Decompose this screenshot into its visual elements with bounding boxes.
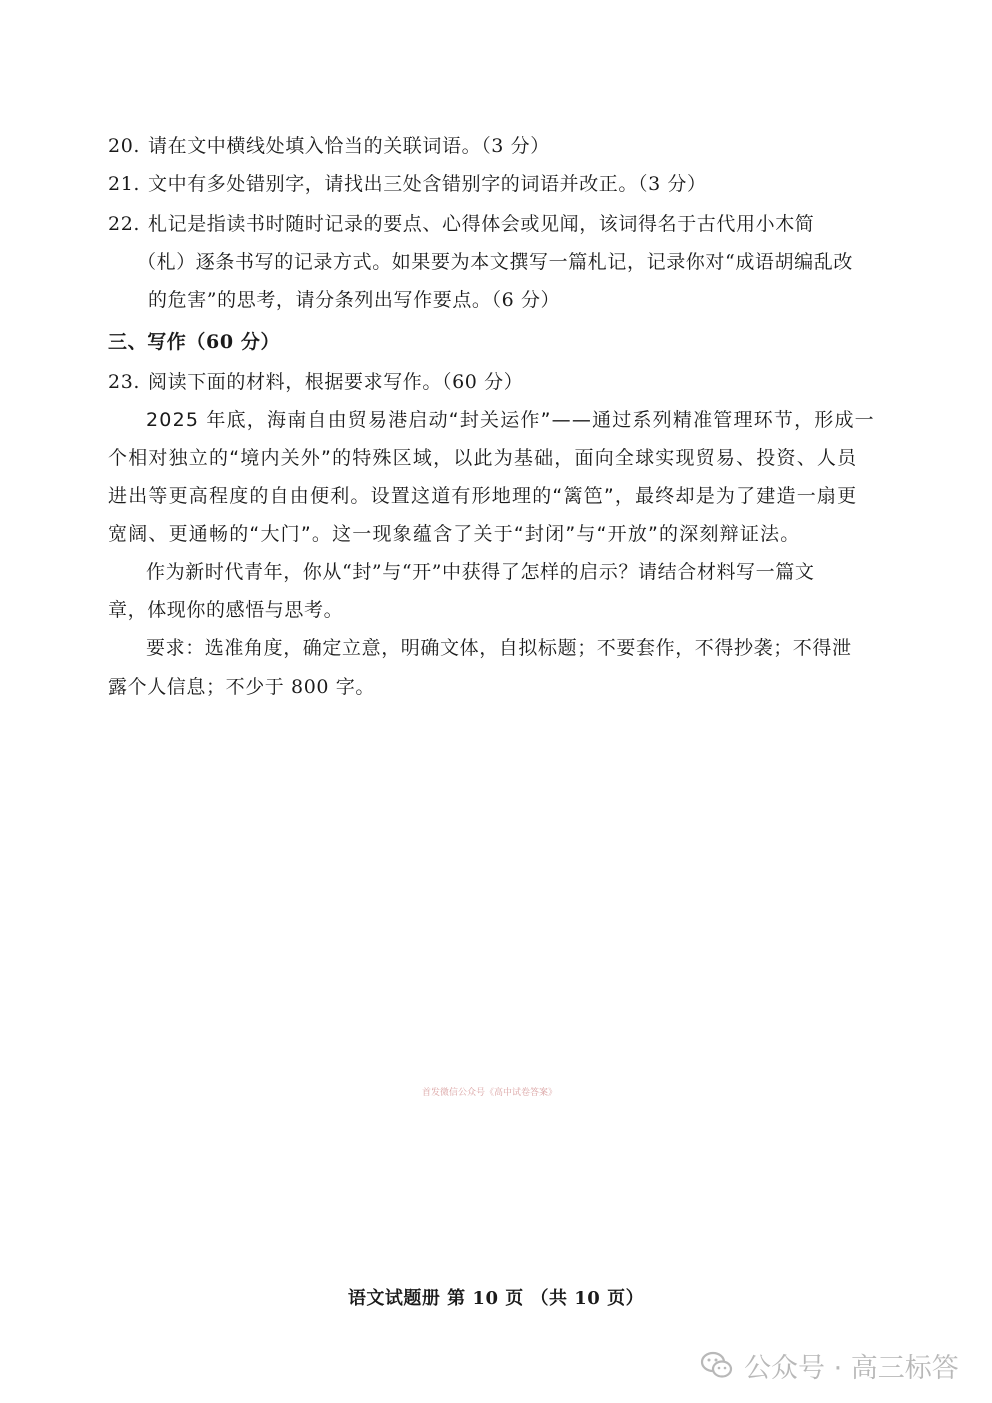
- requirements-line: 要求：选准角度，确定立意，明确文体，自拟标题；不要套作，不得抄袭；不得泄: [146, 637, 852, 659]
- question-text-line: 札记是指读书时随时记录的要点、心得体会或见闻，该词得名于古代用小木简: [148, 213, 815, 235]
- prompt-line: 章，体现你的感悟与思考。: [108, 599, 344, 621]
- material-line: 宽阔、更通畅的“大门”。这一现象蕴含了关于“封闭”与“开放”的深刻辩证法。: [108, 523, 801, 545]
- question-22-line-2: （札）逐条书写的记录方式。如果要为本文撰写一篇札记，记录你对“成语胡编乱改: [137, 251, 853, 273]
- material-line: 个相对独立的“境内关外”的特殊区域，以此为基础，面向全球实现贸易、投资、人员: [108, 447, 858, 469]
- prompt-line: 作为新时代青年，你从“封”与“开”中获得了怎样的启示？请结合材料写一篇文: [146, 561, 815, 583]
- section-title: 三、写作（60 分）: [108, 331, 281, 353]
- question-text: 请在文中横线处填入恰当的关联词语。（3 分）: [148, 135, 550, 157]
- question-21: [108, 170, 707, 198]
- requirements-line: 露个人信息；不少于 800 字。: [108, 676, 375, 698]
- question-23: [108, 368, 523, 396]
- question-22: [108, 210, 814, 238]
- wechat-icon: [700, 1350, 734, 1380]
- material-line: 2025 年底，海南自由贸易港启动“封关运作”——通过系列精准管理环节，形成一: [146, 409, 875, 431]
- watermark-text: 首发微信公众号《高中试卷答案》: [422, 1088, 558, 1098]
- question-20: [108, 132, 550, 160]
- question-number: 20.: [108, 135, 141, 157]
- question-number: 22.: [108, 213, 141, 235]
- question-text: 阅读下面的材料，根据要求写作。（60 分）: [148, 371, 524, 393]
- question-number: 23.: [108, 371, 141, 393]
- question-22-line-3: 的危害”的思考，请分条列出写作要点。（6 分）: [148, 289, 561, 311]
- brand-mark: [700, 1348, 959, 1382]
- brand-text: 公众号 · 高三标答: [744, 1352, 959, 1384]
- question-number: 21.: [108, 173, 141, 195]
- question-text: 文中有多处错别字，请找出三处含错别字的词语并改正。（3 分）: [148, 173, 707, 195]
- page-footer: 语文试题册 第 10 页 （共 10 页）: [347, 1288, 645, 1309]
- material-line: 进出等更高程度的自由便利。设置这道有形地理的“篱笆”，最终却是为了建造一扇更: [108, 485, 858, 507]
